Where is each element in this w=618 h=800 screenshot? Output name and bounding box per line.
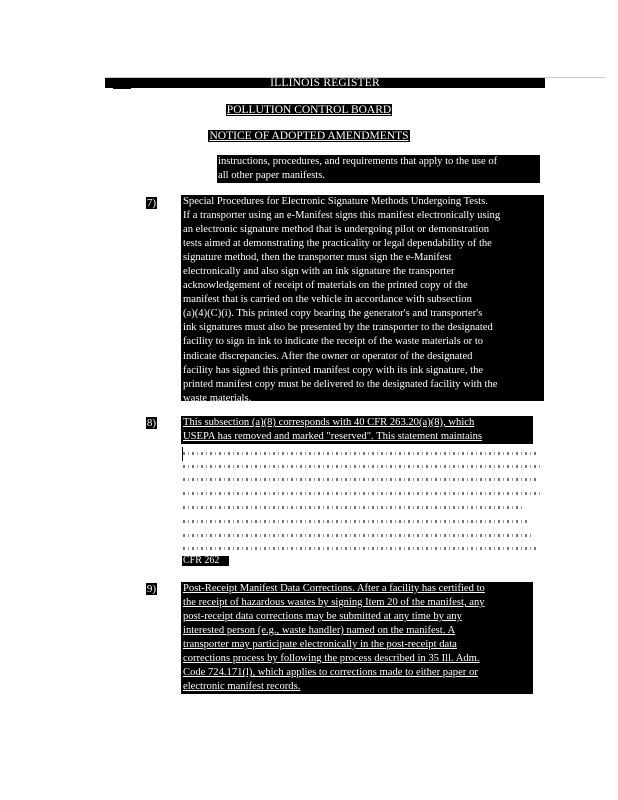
text-line: This subsection (a)(8) corresponds with 40 CFR 263.20(a)(8), which: [183, 417, 475, 428]
text-line: facility has signed this printed manifest copy with its ink signature, the: [183, 364, 484, 376]
faded-text-line: [183, 534, 533, 537]
text-line: printed manifest copy must be delivered to the designated facility with the: [183, 378, 498, 390]
faded-text-line: [183, 478, 539, 481]
item-9-paragraph: [181, 582, 533, 694]
text-line: corrections process by following the process described in 35 Ill. Adm.: [183, 653, 480, 665]
text-line: Code 724.171(l), which applies to corrections made to either paper or: [183, 667, 478, 679]
text-line: USEPA has removed and marked "reserved". This statement maintains: [183, 431, 483, 443]
text-line: instructions, procedures, and requirements that apply to the use of: [218, 156, 498, 167]
faded-text-line: [183, 547, 538, 550]
text-line: electronically and also sign with an ink signature the transporter: [183, 266, 455, 278]
text-line: ink signatures must also be presented by the transporter to the designated: [183, 322, 493, 334]
register-title: ILLINOIS REGISTER: [270, 77, 380, 89]
text-line: tests aimed at demonstrating the practicality or legal dependability of the: [183, 238, 492, 250]
item-8-paragraph: [181, 416, 533, 444]
notice-title: NOTICE OF ADOPTED AMENDMENTS: [209, 130, 409, 142]
text-line: transporter may participate electronically in the post-receipt data: [183, 639, 457, 651]
cfr-reference: CFR 262: [182, 556, 229, 566]
text-line: acknowledgement of receipt of materials on the printed copy of the: [183, 280, 468, 292]
item-number-8: 8): [146, 417, 157, 429]
faded-text-line: [183, 452, 539, 455]
text-line: an electronic signature method that is undergoing pilot or demonstration: [183, 224, 490, 236]
text-line: all other paper manifests.: [218, 170, 326, 182]
text-line: manifest that is carried on the vehicle in accordance with subsection: [183, 294, 472, 306]
text-line: Post-Receipt Manifest Data Corrections. After a facility has certified to: [183, 583, 485, 594]
text-line: signature method, then the transporter must sign the e-Manifest: [183, 252, 452, 264]
text-line: facility to sign in ink to indicate the receipt of the waste materials or to: [183, 336, 484, 348]
text-line: post-receipt data corrections may be submitted at any time by any: [183, 611, 462, 623]
text-line: interested person (e.g., waste handler) named on the manifest. A: [183, 625, 456, 637]
faded-text-line: [183, 506, 523, 509]
faded-text-line: [183, 465, 541, 468]
text-line: If a transporter using an e-Manifest signs this manifest electronically using: [183, 210, 501, 222]
item-7-paragraph: [181, 195, 544, 404]
faded-text-line: [183, 520, 529, 523]
item-number-7: 7): [146, 197, 157, 209]
text-line: the receipt of hazardous wastes by signing Item 20 of the manifest, any: [183, 597, 485, 609]
text-line: indicate discrepancies. After the owner or operator of the designated: [183, 350, 473, 362]
text-line: waste materials.: [183, 392, 252, 404]
item-number-9: 9): [146, 583, 157, 595]
text-line: electronic manifest records.: [183, 681, 301, 693]
board-title: POLLUTION CONTROL BOARD: [226, 104, 392, 116]
text-line: (a)(4)(C)(i). This printed copy bearing the generator's and transporter's: [183, 308, 483, 320]
text-line: Special Procedures for Electronic Signature Methods Undergoing Tests.: [183, 196, 488, 207]
intro-paragraph: [217, 155, 540, 183]
faded-text-line: [183, 492, 541, 495]
